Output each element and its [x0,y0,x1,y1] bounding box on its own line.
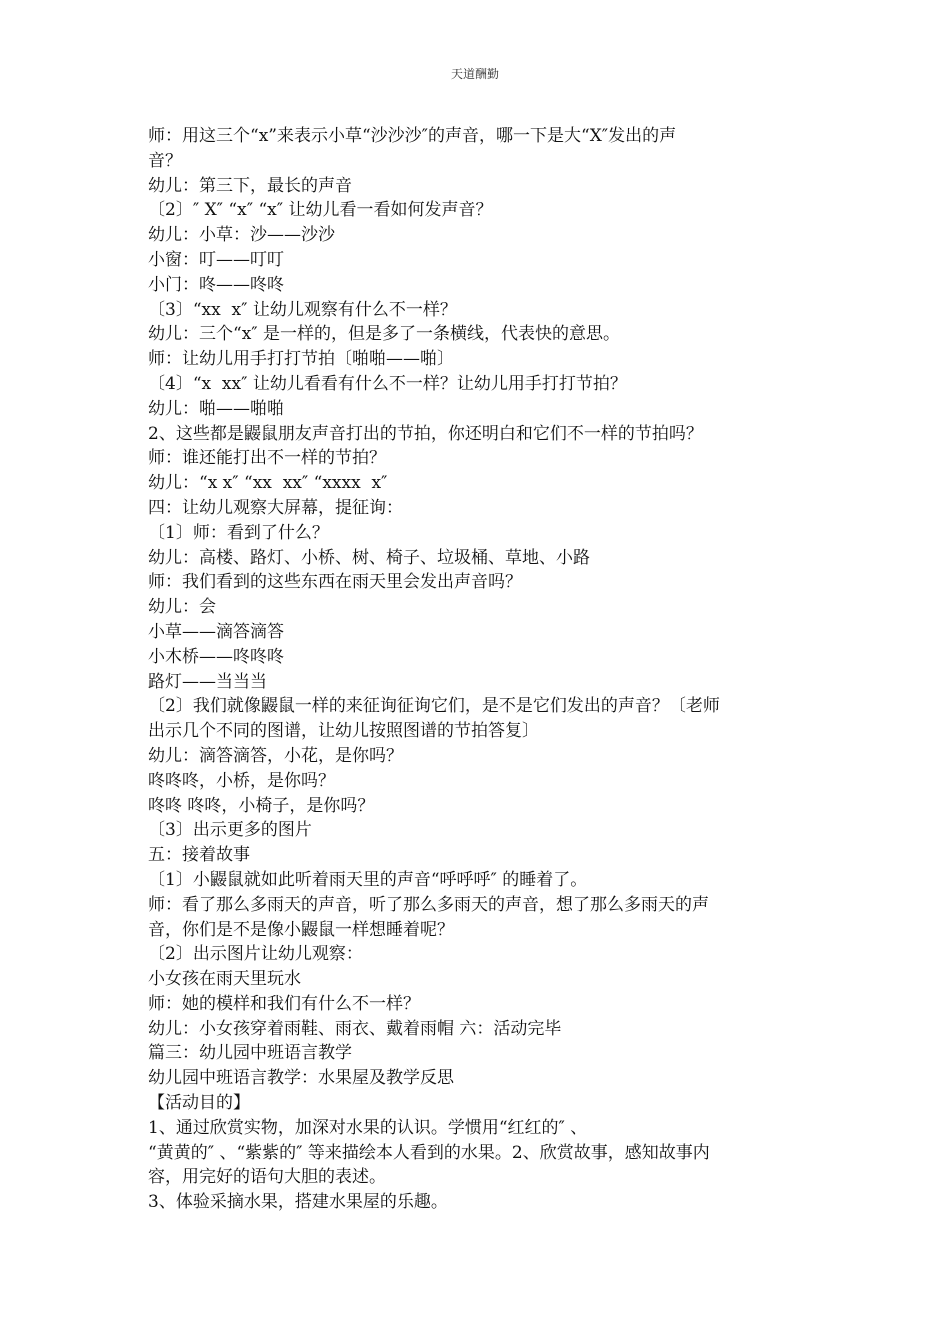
text-line: 幼儿：滴答滴答，小花，是你吗？ [148,745,403,766]
text-line: 小木桥——咚咚咚 [148,646,284,667]
text-line: 小女孩在雨天里玩水 [148,969,301,990]
text-line: 幼儿：小草：沙——沙沙 [148,225,335,246]
text-line: 师：我们看到的这些东西在雨天里会发出声音吗？ [148,572,522,593]
text-line: 〔3〕“xx x″ 让幼儿观察有什么不一样？ [148,299,457,320]
section-heading: 【活动目的】 [148,1093,250,1114]
text-line: 五：接着故事 [148,845,250,866]
text-line: 3、体验采摘水果，搭建水果屋的乐趣。 [148,1192,448,1213]
text-line: 幼儿：“x x″ “xx xx″ “xxxx x″ [148,473,388,494]
text-line: 〔1〕师：看到了什么？ [148,522,329,543]
text-line: 咚咚 咚咚，小椅子，是你吗？ [148,795,375,816]
text-line: “黄黄的″ 、“紫紫的″ 等来描绘本人看到的水果。2、欣赏故事，感知故事内 [148,1142,710,1163]
text-line: 〔2〕″ X″ “x″ “x″ 让幼儿看一看如何发声音？ [148,200,493,221]
text-line: 咚咚咚，小桥，是你吗？ [148,770,335,791]
text-line: 幼儿：会 [148,597,216,618]
section-heading: 篇三：幼儿园中班语言教学 [148,1043,352,1064]
text-line: 容，用完好的语句大胆的表述。 [148,1167,386,1188]
page-header: 天道酬勤 [450,67,499,81]
text-line: 师：用这三个“x”来表示小草“沙沙沙″的声音，哪一下是大“X″发出的声 [148,126,677,146]
text-line: 师：看了那么多雨天的声音，听了那么多雨天的声音，想了那么多雨天的声 [148,894,709,915]
text-line: 〔2〕我们就像鼹鼠一样的来征询征询它们，是不是它们发出的声音？〔老师 [148,696,720,717]
text-line: 幼儿：小女孩穿着雨鞋、雨衣、戴着雨帽 六：活动完毕 [148,1018,562,1039]
text-line: 幼儿：高楼、路灯、小桥、树、椅子、垃圾桶、草地、小路 [148,547,590,568]
text-line: 师：让幼儿用手打打节拍〔啪啪——啪〕 [148,349,454,370]
text-line: 音？ [148,150,182,171]
text-line: 小草——滴答滴答 [148,621,284,642]
text-line: 〔1〕小鼹鼠就如此听着雨天里的声音“呼呼呼″ 的睡着了。 [148,869,588,890]
text-line: 出示几个不同的图谱，让幼儿按照图谱的节拍答复〕 [148,721,539,742]
section-subheading: 幼儿园中班语言教学：水果屋及教学反思 [148,1068,454,1089]
text-line: 幼儿：啪——啪啪 [148,398,284,419]
text-line: 幼儿：第三下，最长的声音 [148,175,352,196]
text-line: 师：她的模样和我们有什么不一样？ [148,993,420,1014]
text-line: 小门：咚——咚咚 [148,274,284,295]
text-line: 小窗：叮——叮叮 [148,249,284,270]
text-line: 1、通过欣赏实物，加深对水果的认识。学惯用“红红的″ 、 [148,1117,588,1138]
text-line: 路灯——当当当 [148,671,267,692]
text-line: 幼儿：三个“x″ 是一样的，但是多了一条横线，代表快的意思。 [148,324,621,345]
text-line: 〔3〕出示更多的图片 [148,820,312,841]
text-line: 〔4〕“x xx″ 让幼儿看看有什么不一样？让幼儿用手打打节拍？ [148,373,627,394]
text-line: 〔2〕出示图片让幼儿观察： [148,944,363,965]
text-line: 2、这些都是鼹鼠朋友声音打出的节拍，你还明白和它们不一样的节拍吗？ [148,423,703,444]
text-line: 四：让幼儿观察大屏幕，提征询： [148,497,403,518]
text-line: 音，你们是不是像小鼹鼠一样想睡着呢？ [148,919,454,940]
document-body [148,124,802,1215]
text-line: 师：谁还能打出不一样的节拍？ [148,448,386,469]
